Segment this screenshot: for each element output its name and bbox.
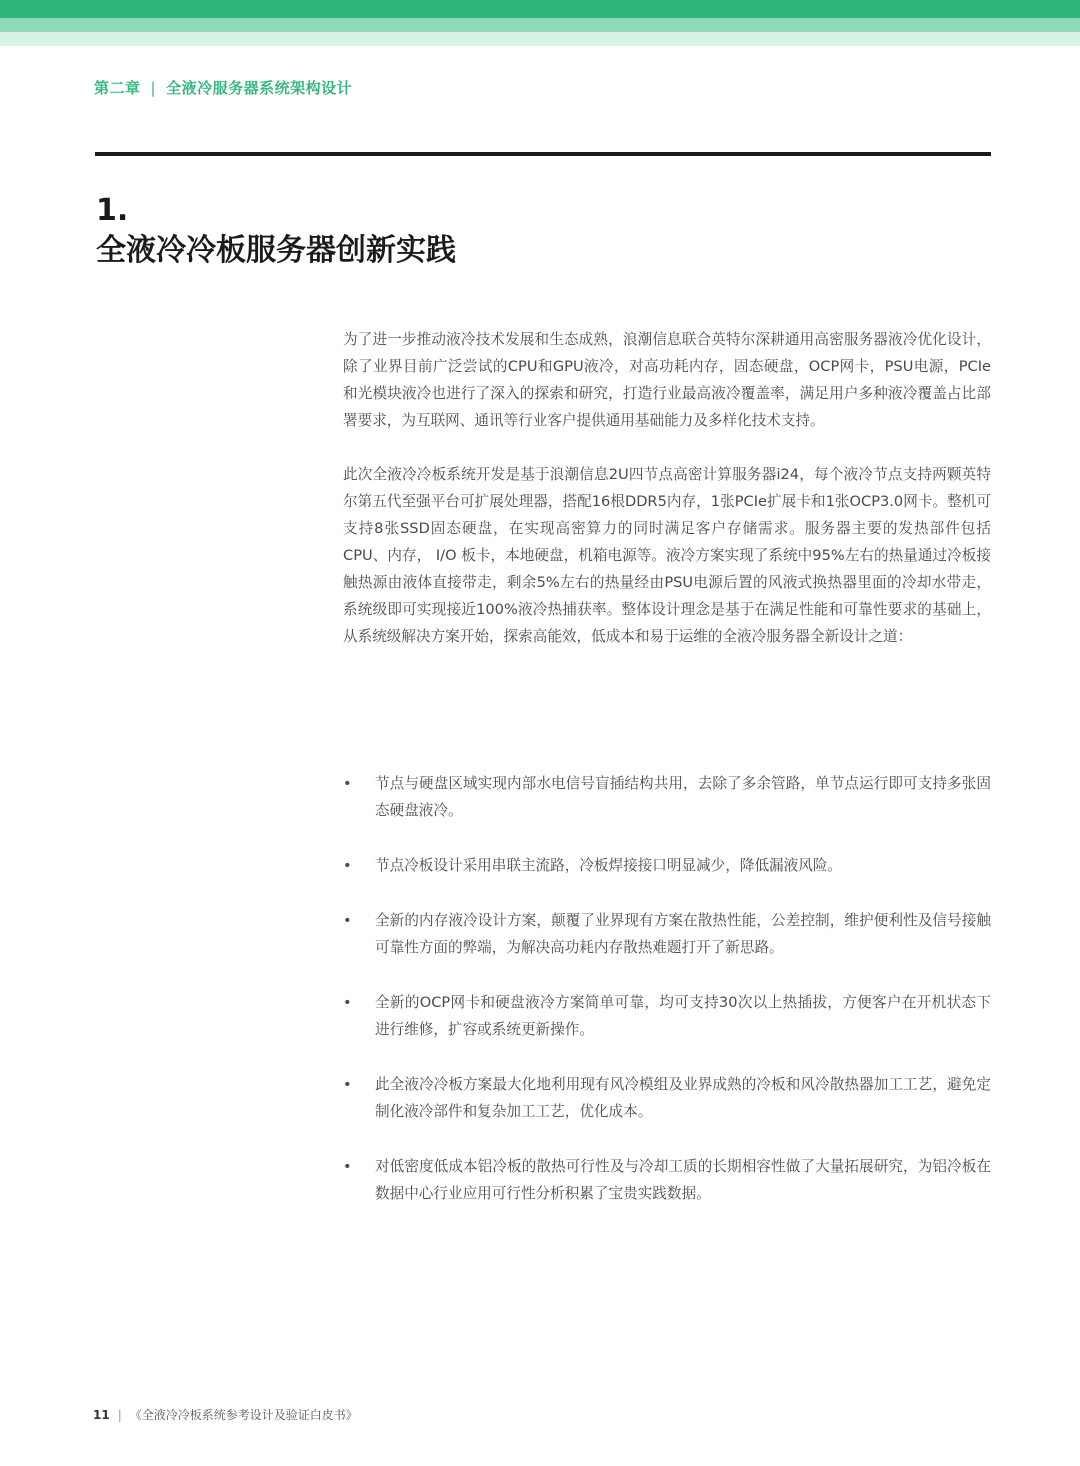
page-number: 11 [93, 1408, 110, 1422]
list-item [343, 1071, 991, 1125]
footer-separator: | [117, 1408, 122, 1422]
list-item [343, 852, 991, 879]
bullet-icon: • [343, 994, 352, 1011]
bullet-text: 节点与硬盘区域实现内部水电信号盲插结构共用，去除了多余管路，单节点运行即可支持多张固态硬盘液冷。 [375, 775, 991, 819]
page-footer [93, 1406, 358, 1423]
bullet-text: 节点冷板设计采用串联主流路，冷板焊接接口明显减少，降低漏液风险。 [375, 857, 843, 874]
top-band-dark-stripe [0, 0, 1080, 18]
list-item [343, 1153, 991, 1207]
section-number: 1. [96, 193, 129, 228]
footer-book-title: 《全液冷冷板系统参考设计及验证白皮书》 [129, 1408, 358, 1422]
body-text [343, 326, 991, 650]
list-item [343, 907, 991, 961]
bullet-icon: • [343, 775, 352, 792]
top-band-mid-stripe [0, 18, 1080, 32]
top-color-band [0, 0, 1080, 46]
paragraph-intro: 为了进一步推动液冷技术发展和生态成熟，浪潮信息联合英特尔深耕通用高密服务器液冷优化设计，除了业界目前广泛尝试的CPU和GPU液冷，对高功耗内存，固态硬盘，OCP网卡，PSU电源，PCIe和光模块液冷也进行了深入的探索和研究，打造行业最高液冷覆盖率，满足用户多种液冷覆盖占比部署要求，为互联网、通讯等行业客户提供通用基础能力及多样化技术支持。 [343, 331, 991, 429]
list-item [343, 770, 991, 824]
chapter-title: 全液冷服务器系统架构设计 [166, 79, 353, 97]
bullet-icon: • [343, 1076, 352, 1093]
bullet-icon: • [343, 912, 352, 929]
chapter-header [94, 77, 352, 98]
section-divider-rule [95, 152, 991, 156]
bullet-text: 此全液冷冷板方案最大化地利用现有风冷模组及业界成熟的冷板和风冷散热器加工工艺，避免定制化液冷部件和复杂加工工艺，优化成本。 [375, 1076, 991, 1120]
list-item [343, 989, 991, 1043]
chapter-separator: | [150, 79, 157, 97]
chapter-label: 第二章 [94, 79, 141, 97]
top-band-light-stripe [0, 32, 1080, 46]
bullet-text: 全新的OCP网卡和硬盘液冷方案简单可靠，均可支持30次以上热插拔，方便客户在开机状态下进行维修，扩容或系统更新操作。 [375, 994, 991, 1038]
bullet-icon: • [343, 857, 352, 874]
bullet-icon: • [343, 1158, 352, 1175]
paragraph-system-overview: 此次全液冷冷板系统开发是基于浪潮信息2U四节点高密计算服务器i24，每个液冷节点支持两颗英特尔第五代至强平台可扩展处理器，搭配16根DDR5内存，1张PCIe扩展卡和1张OCP3.0网卡。整机可支持8张SSD固态硬盘，在实现高密算力的同时满足客户存储需求。服务器主要的发热部件包括CPU、内存， I/O 板卡，本地硬盘，机箱电源等。液冷方案实现了系统中95%左右的热量通过冷板接触热源由液体直接带走，剩余5%左右的热量经由PSU电源后置的风液式换热器里面的冷却水带走，系统级即可实现接近100%液冷热捕获率。整体设计理念是基于在满足性能和可靠性要求的基础上，从系统级解决方案开始，探索高能效，低成本和易于运维的全液冷服务器全新设计之道： [343, 466, 991, 645]
section-title: 全液冷冷板服务器创新实践 [96, 233, 456, 268]
bullet-text: 全新的内存液冷设计方案，颠覆了业界现有方案在散热性能，公差控制，维护便利性及信号接触可靠性方面的弊端，为解决高功耗内存散热难题打开了新思路。 [375, 912, 991, 956]
feature-bullet-list [343, 770, 991, 1235]
bullet-text: 对低密度低成本铝冷板的散热可行性及与冷却工质的长期相容性做了大量拓展研究，为铝冷板在数据中心行业应用可行性分析积累了宝贵实践数据。 [375, 1158, 991, 1202]
